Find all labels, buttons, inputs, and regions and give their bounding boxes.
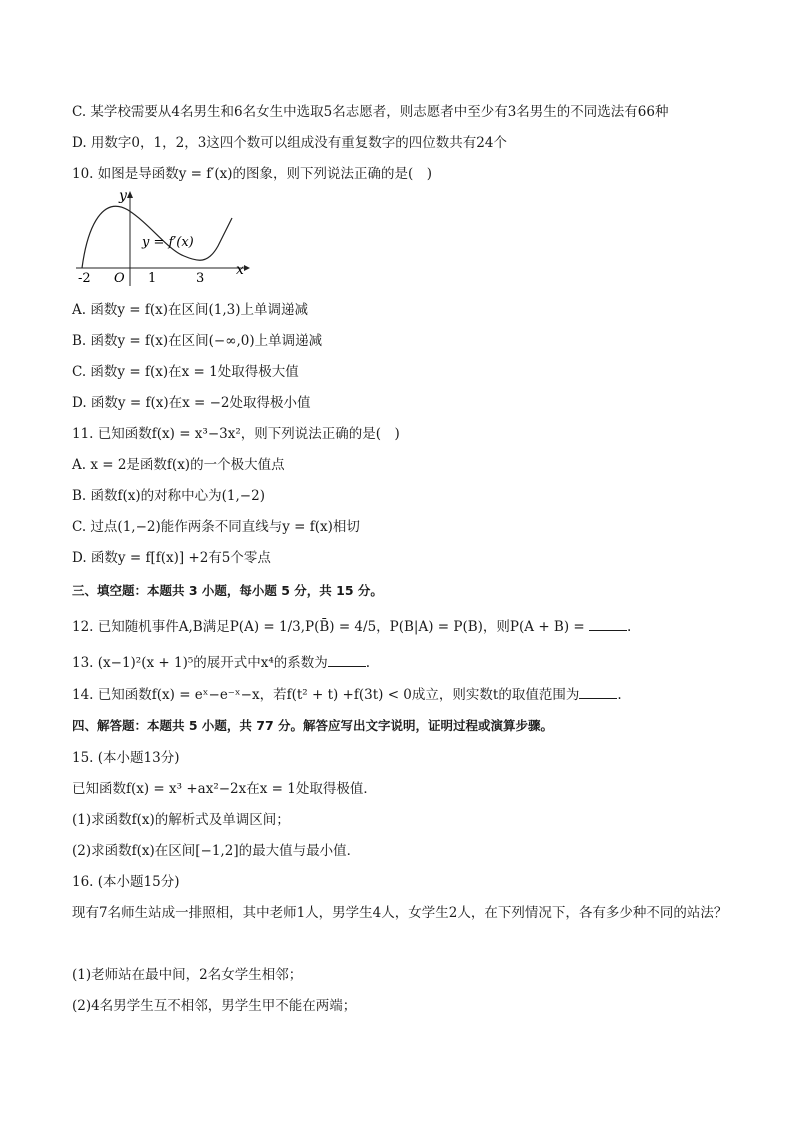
origin-label: O bbox=[114, 271, 125, 286]
q13-answer-blank[interactable] bbox=[328, 652, 366, 667]
q10-option-d: D. 函数y = f(x)在x = −2处取得极小值 bbox=[72, 395, 311, 411]
q12-stem bbox=[72, 616, 734, 637]
q10-stem: 10. 如图是导函数y = f′(x)的图象，则下列说法正确的是( ) bbox=[72, 166, 433, 182]
q13-period: . bbox=[365, 655, 371, 671]
q16-body: 现有7名师生站成一排照相，其中老师1人，男学生4人，女学生2人，在下列情况下，各有多少种不同的站法？ bbox=[72, 905, 728, 921]
q16-heading: 16. (本小题15分) bbox=[72, 874, 180, 890]
q10-option-a: A. 函数y = f(x)在区间(1,3)上单调递减 bbox=[72, 302, 308, 318]
q15-body: 已知函数f(x) = x³ +ax²−2x在x = 1处取得极值． bbox=[72, 781, 377, 797]
q11-option-c: C. 过点(1,−2)能作两条不同直线与y = f(x)相切 bbox=[72, 519, 360, 535]
q9-option-d: D. 用数字0，1，2，3这四个数可以组成没有重复数字的四位数共有24个 bbox=[72, 135, 507, 151]
q12-answer-blank[interactable] bbox=[589, 616, 627, 631]
q15-part-1: (1)求函数f(x)的解析式及单调区间； bbox=[72, 812, 290, 828]
q16-part-2: (2)4名男学生互不相邻，男学生甲不能在两端； bbox=[72, 998, 357, 1014]
q12-text: 12. 已知随机事件A,B满足P(A) = 1/3,P(B̄) = 4/5，P(B|A) = P(B)，则P(A + B) = bbox=[72, 619, 590, 635]
q10-option-b: B. 函数y = f(x)在区间(−∞,0)上单调递减 bbox=[72, 333, 323, 349]
q11-option-b: B. 函数f(x)的对称中心为(1,−2) bbox=[72, 488, 265, 504]
q15-heading: 15. (本小题13分) bbox=[72, 750, 180, 766]
q10-option-c: C. 函数y = f(x)在x = 1处取得极大值 bbox=[72, 364, 299, 380]
q16-part-1: (1)老师站在最中间，2名女学生相邻； bbox=[72, 967, 303, 983]
tick-label-1: 1 bbox=[148, 271, 157, 286]
derivative-graph bbox=[72, 188, 254, 288]
q9-option-c: C. 某学校需要从4名男生和6名女生中选取5名志愿者，则志愿者中至少有3名男生的不同选法有66种 bbox=[72, 104, 669, 120]
y-axis-arrow bbox=[127, 191, 133, 198]
x-axis-arrow bbox=[244, 265, 250, 271]
q14-stem bbox=[72, 684, 734, 705]
y-axis-label: y bbox=[119, 188, 127, 204]
tick-label-3: 3 bbox=[196, 271, 205, 286]
q14-answer-blank[interactable] bbox=[579, 684, 617, 699]
q15-part-2: (2)求函数f(x)在区间[−1,2]的最大值与最小值． bbox=[72, 843, 361, 859]
q13-text: 13. (x−1)²(x + 1)⁵的展开式中x⁴的系数为 bbox=[72, 655, 328, 671]
section-3-heading: 三、填空题：本题共 3 小题，每小题 5 分，共 15 分。 bbox=[72, 583, 383, 598]
q13-stem bbox=[72, 652, 734, 673]
q14-period: . bbox=[617, 687, 622, 703]
q11-option-d: D. 函数y = f[f(x)] +2有5个零点 bbox=[72, 550, 271, 566]
q11-option-a: A. x = 2是函数f(x)的一个极大值点 bbox=[72, 457, 285, 473]
q11-stem: 11. 已知函数f(x) = x³−3x²，则下列说法正确的是( ) bbox=[72, 426, 400, 442]
q12-period: . bbox=[627, 619, 632, 635]
q14-text: 14. 已知函数f(x) = eˣ−e⁻ˣ−x，若f(t² + t) +f(3t) < 0成立，则实数t的取值范围为 bbox=[72, 687, 580, 703]
x-axis-label: x bbox=[236, 262, 244, 278]
tick-label-neg2: -2 bbox=[78, 271, 91, 286]
section-4-heading: 四、解答题：本题共 5 小题，共 77 分。解答应写出文字说明，证明过程或演算步骤。 bbox=[72, 718, 554, 733]
curve-label: y = f′(x) bbox=[142, 235, 194, 250]
